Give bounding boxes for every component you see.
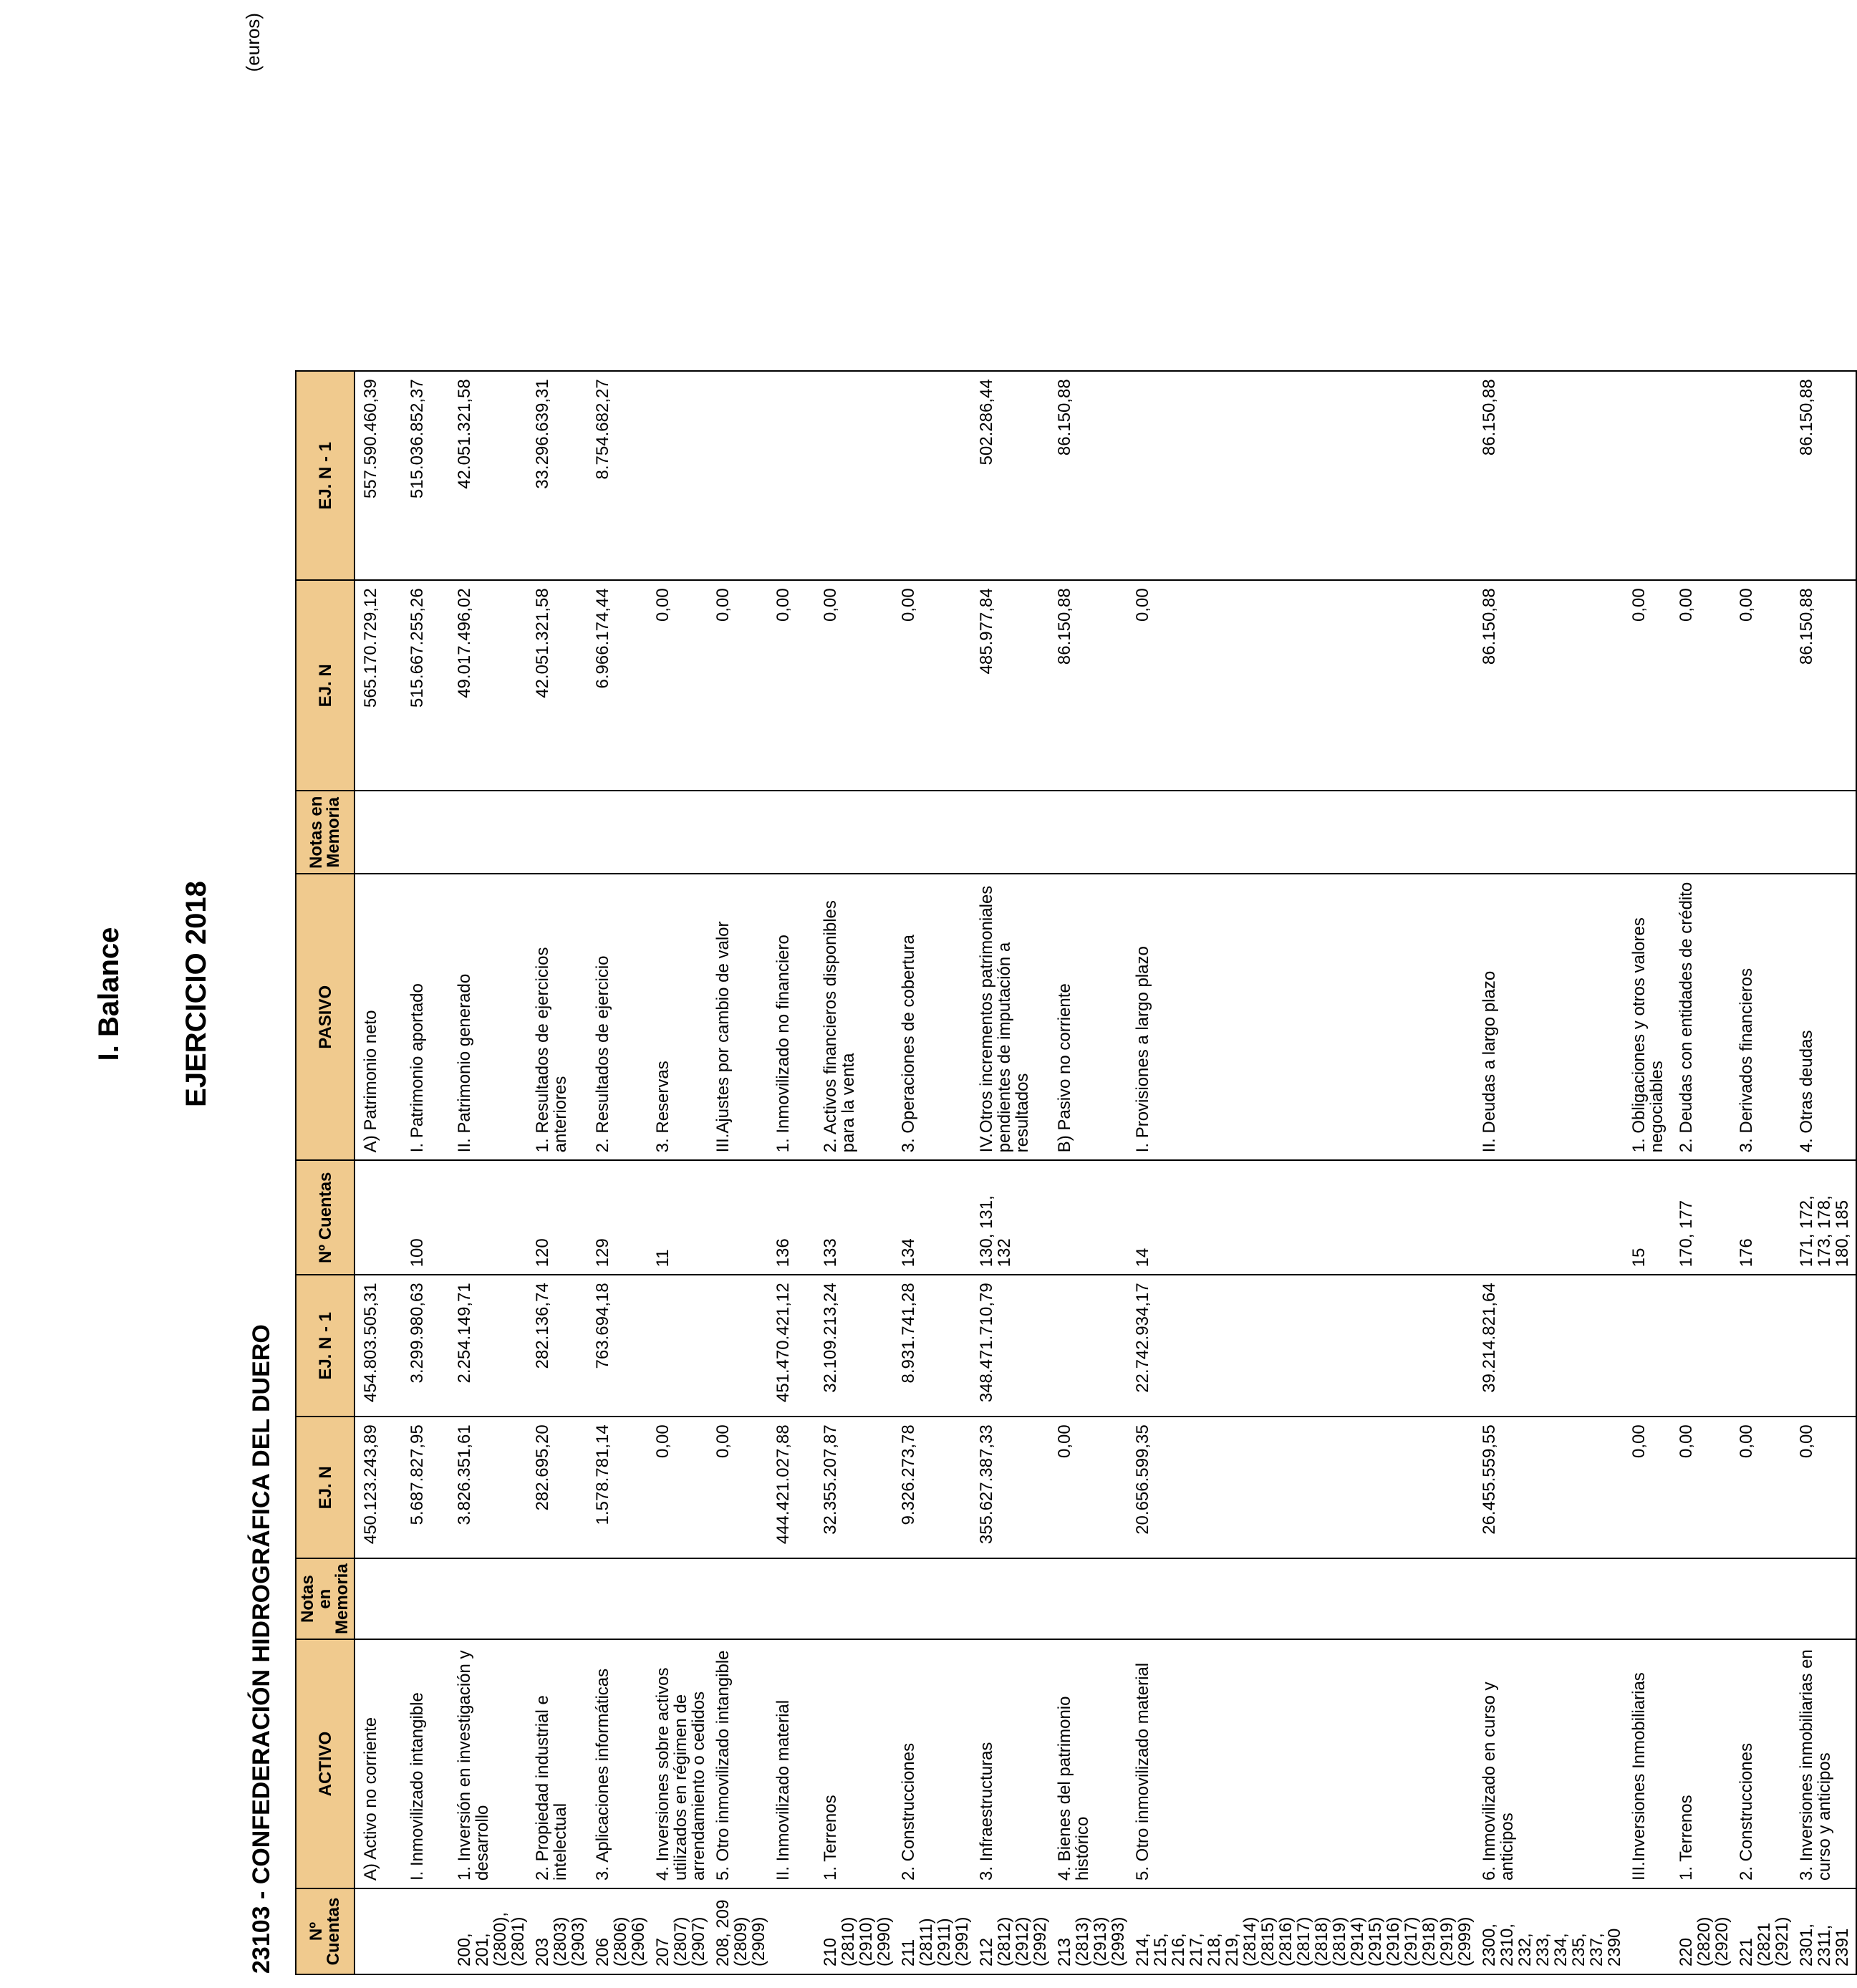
table-row (647, 371, 708, 1974)
header-row (296, 371, 354, 1974)
col-header-cuentas-pasivo: Nº Cuentas (296, 1160, 354, 1275)
activo-label-cell: 3. Inversiones inmobiliarias en curso y anticipos (1791, 1639, 1856, 1888)
activo-ej-n1-cell (1624, 1275, 1671, 1417)
pasivo-ej-n1-cell: 8.754.682,27 (587, 371, 647, 580)
activo-ej-n1-cell: 348.471.710,79 (971, 1275, 1049, 1417)
pasivo-accounts-cell: 11 (647, 1160, 708, 1275)
pasivo-accounts-cell: 120 (527, 1160, 587, 1275)
activo-notes-cell (768, 1558, 815, 1639)
activo-label-cell: 5. Otro inmovilizado material (1127, 1639, 1474, 1888)
pasivo-notes-cell (449, 791, 527, 874)
activo-label-cell: 1. Terrenos (815, 1639, 893, 1888)
pasivo-notes-cell (1731, 791, 1791, 874)
pasivo-ej-n-cell: 0,00 (1731, 580, 1791, 791)
page-title: I. Balance (93, 927, 125, 1061)
col-header-notas-activo: Notas en Memoria (296, 1558, 354, 1639)
pasivo-ej-n-cell: 0,00 (1624, 580, 1671, 791)
col-header-ej-n-pasivo: EJ. N (296, 580, 354, 791)
pasivo-ej-n1-cell (647, 371, 708, 580)
activo-notes-cell (449, 1558, 527, 1639)
pasivo-label-cell: 3. Operaciones de cobertura (893, 874, 971, 1160)
activo-accounts-cell: 210 (2810) (2910) (2990) (815, 1888, 893, 1974)
pasivo-ej-n1-cell: 86.150,88 (1049, 371, 1127, 580)
pasivo-ej-n-cell: 485.977,84 (971, 580, 1049, 791)
pasivo-label-cell: 3. Reservas (647, 874, 708, 1160)
pasivo-accounts-cell: 14 (1127, 1160, 1474, 1275)
table-row (893, 371, 971, 1974)
activo-ej-n1-cell: 282.136,74 (527, 1275, 587, 1417)
pasivo-notes-cell (1671, 791, 1731, 874)
activo-notes-cell (708, 1558, 768, 1639)
pasivo-notes-cell (647, 791, 708, 874)
activo-ej-n-cell: 3.826.351,61 (449, 1417, 527, 1558)
activo-ej-n1-cell: 451.470.421,12 (768, 1275, 815, 1417)
pasivo-ej-n-cell: 0,00 (647, 580, 708, 791)
activo-ej-n-cell: 9.326.273,78 (893, 1417, 971, 1558)
pasivo-label-cell: 1. Resultados de ejercicios anteriores (527, 874, 587, 1160)
activo-notes-cell (1671, 1558, 1731, 1639)
activo-accounts-cell: 207 (2807) (2907) (647, 1888, 708, 1974)
pasivo-ej-n-cell: 0,00 (893, 580, 971, 791)
col-header-cuentas-activo: Nº Cuentas (296, 1888, 354, 1974)
pasivo-notes-cell (1049, 791, 1127, 874)
pasivo-ej-n1-cell (1127, 371, 1474, 580)
pasivo-ej-n-cell: 0,00 (768, 580, 815, 791)
balance-table-body (354, 371, 1856, 1974)
pasivo-ej-n-cell: 0,00 (1671, 580, 1731, 791)
activo-notes-cell (402, 1558, 449, 1639)
activo-label-cell: 4. Inversiones sobre activos utilizados en régimen de arrendamiento o cedidos (647, 1639, 708, 1888)
pasivo-accounts-cell: 133 (815, 1160, 893, 1275)
pasivo-ej-n1-cell (815, 371, 893, 580)
pasivo-label-cell: A) Patrimonio neto (354, 874, 402, 1160)
pasivo-ej-n-cell: 565.170.729,12 (354, 580, 402, 791)
table-row (971, 371, 1049, 1974)
table-row (1127, 371, 1474, 1974)
pasivo-notes-cell (768, 791, 815, 874)
activo-ej-n-cell: 0,00 (1049, 1417, 1127, 1558)
pasivo-ej-n1-cell: 515.036.852,37 (402, 371, 449, 580)
activo-ej-n1-cell (1671, 1275, 1731, 1417)
activo-notes-cell (1731, 1558, 1791, 1639)
activo-label-cell: A) Activo no corriente (354, 1639, 402, 1888)
col-header-ej-n-activo: EJ. N (296, 1417, 354, 1558)
activo-notes-cell (1791, 1558, 1856, 1639)
table-row (815, 371, 893, 1974)
activo-notes-cell (354, 1558, 402, 1639)
activo-ej-n-cell: 20.656.599,35 (1127, 1417, 1474, 1558)
pasivo-label-cell: 1. Inmovilizado no financiero (768, 874, 815, 1160)
pasivo-ej-n-cell: 0,00 (1127, 580, 1474, 791)
pasivo-accounts-cell: 130, 131, 132 (971, 1160, 1049, 1275)
pasivo-notes-cell (587, 791, 647, 874)
table-row (1731, 371, 1791, 1974)
pasivo-ej-n1-cell: 42.051.321,58 (449, 371, 527, 580)
pasivo-accounts-cell: 134 (893, 1160, 971, 1275)
organization-name: 23103 - CONFEDERACIÓN HIDROGRÁFICA DEL DUERO (248, 1324, 275, 1974)
pasivo-ej-n-cell: 86.150,88 (1791, 580, 1856, 791)
pasivo-ej-n1-cell (1731, 371, 1791, 580)
pasivo-label-cell: II. Deudas a largo plazo (1474, 874, 1624, 1160)
pasivo-ej-n1-cell: 557.590.460,39 (354, 371, 402, 580)
activo-accounts-cell (768, 1888, 815, 1974)
pasivo-ej-n1-cell (768, 371, 815, 580)
activo-notes-cell (587, 1558, 647, 1639)
activo-notes-cell (1049, 1558, 1127, 1639)
pasivo-ej-n1-cell: 502.286,44 (971, 371, 1049, 580)
activo-label-cell: 4. Bienes del patrimonio histórico (1049, 1639, 1127, 1888)
activo-notes-cell (647, 1558, 708, 1639)
activo-accounts-cell: 213 (2813) (2913) (2993) (1049, 1888, 1127, 1974)
activo-ej-n-cell: 355.627.387,33 (971, 1417, 1049, 1558)
activo-ej-n1-cell (708, 1275, 768, 1417)
activo-ej-n1-cell: 3.299.980,63 (402, 1275, 449, 1417)
pasivo-notes-cell (402, 791, 449, 874)
pasivo-accounts-cell: 176 (1731, 1160, 1791, 1275)
activo-notes-cell (527, 1558, 587, 1639)
activo-ej-n-cell: 0,00 (647, 1417, 708, 1558)
activo-ej-n-cell: 5.687.827,95 (402, 1417, 449, 1558)
activo-accounts-cell: 220 (2820) (2920) (1671, 1888, 1731, 1974)
pasivo-ej-n-cell: 0,00 (815, 580, 893, 791)
pasivo-notes-cell (1624, 791, 1671, 874)
activo-notes-cell (893, 1558, 971, 1639)
page-subtitle: EJERCICIO 2018 (180, 881, 212, 1107)
activo-accounts-cell: 2300, 2310, 232, 233, 234, 235, 237, 2390 (1474, 1888, 1624, 1974)
table-row (708, 371, 768, 1974)
pasivo-ej-n-cell: 0,00 (708, 580, 768, 791)
activo-label-cell: 3. Aplicaciones informáticas (587, 1639, 647, 1888)
pasivo-notes-cell (815, 791, 893, 874)
activo-ej-n1-cell: 8.931.741,28 (893, 1275, 971, 1417)
pasivo-accounts-cell: 171, 172, 173, 178, 180, 185 (1791, 1160, 1856, 1275)
pasivo-ej-n1-cell: 86.150,88 (1474, 371, 1624, 580)
pasivo-accounts-cell: 170, 177 (1671, 1160, 1731, 1275)
activo-ej-n-cell: 0,00 (1671, 1417, 1731, 1558)
col-header-activo: ACTIVO (296, 1639, 354, 1888)
table-row (402, 371, 449, 1974)
pasivo-notes-cell (1791, 791, 1856, 874)
balance-table (295, 370, 1857, 1975)
activo-label-cell: 5. Otro inmovilizado intangible (708, 1639, 768, 1888)
pasivo-ej-n-cell: 86.150,88 (1474, 580, 1624, 791)
pasivo-notes-cell (1474, 791, 1624, 874)
pasivo-label-cell: 2. Resultados de ejercicio (587, 874, 647, 1160)
table-row (354, 371, 402, 1974)
activo-notes-cell (1624, 1558, 1671, 1639)
table-row (449, 371, 527, 1974)
pasivo-label-cell: 4. Otras deudas (1791, 874, 1856, 1160)
pasivo-notes-cell (971, 791, 1049, 874)
activo-notes-cell (1127, 1558, 1474, 1639)
pasivo-label-cell: B) Pasivo no corriente (1049, 874, 1127, 1160)
activo-accounts-cell (1624, 1888, 1671, 1974)
activo-ej-n1-cell: 32.109.213,24 (815, 1275, 893, 1417)
pasivo-ej-n1-cell: 33.296.639,31 (527, 371, 587, 580)
activo-accounts-cell: 221 (2821 (2921) (1731, 1888, 1791, 1974)
activo-ej-n1-cell: 2.254.149,71 (449, 1275, 527, 1417)
activo-ej-n-cell: 450.123.243,89 (354, 1417, 402, 1558)
activo-label-cell: 6. Inmovilizado en curso y anticipos (1474, 1639, 1624, 1888)
pasivo-ej-n-cell: 42.051.321,58 (527, 580, 587, 791)
table-row (1671, 371, 1731, 1974)
table-row (1624, 371, 1671, 1974)
pasivo-ej-n-cell: 49.017.496,02 (449, 580, 527, 791)
table-row (768, 371, 815, 1974)
units-label: (euros) (242, 13, 264, 72)
pasivo-accounts-cell: 100 (402, 1160, 449, 1275)
pasivo-label-cell: IV.Otros incrementos patrimoniales pendientes de imputación a resultados (971, 874, 1049, 1160)
activo-accounts-cell (354, 1888, 402, 1974)
activo-label-cell: 3. Infraestructuras (971, 1639, 1049, 1888)
col-header-pasivo: PASIVO (296, 874, 354, 1160)
activo-accounts-cell: 206 (2806) (2906) (587, 1888, 647, 1974)
activo-label-cell: III.Inversiones Inmobiliarias (1624, 1639, 1671, 1888)
col-header-ej-n1-activo: EJ. N - 1 (296, 1275, 354, 1417)
activo-accounts-cell: 214, 215, 216, 217, 218, 219, (2814) (2815) (2816) (2817) (2818) (2819) (2914) (2915) (2916) (2917) (2918) (2919) (2999) (1127, 1888, 1474, 1974)
pasivo-ej-n1-cell (1671, 371, 1731, 580)
activo-notes-cell (971, 1558, 1049, 1639)
col-header-ej-n1-pasivo: EJ. N - 1 (296, 371, 354, 580)
activo-accounts-cell: 203 (2803) (2903) (527, 1888, 587, 1974)
activo-accounts-cell: 2301, 2311, 2391 (1791, 1888, 1856, 1974)
pasivo-label-cell: II. Patrimonio generado (449, 874, 527, 1160)
activo-label-cell: 2. Propiedad industrial e intelectual (527, 1639, 587, 1888)
activo-accounts-cell (402, 1888, 449, 1974)
pasivo-accounts-cell (1049, 1160, 1127, 1275)
activo-label-cell: II. Inmovilizado material (768, 1639, 815, 1888)
activo-label-cell: I. Inmovilizado intangible (402, 1639, 449, 1888)
activo-label-cell: 1. Terrenos (1671, 1639, 1731, 1888)
activo-ej-n1-cell (1791, 1275, 1856, 1417)
activo-ej-n1-cell (1049, 1275, 1127, 1417)
pasivo-notes-cell (1127, 791, 1474, 874)
activo-ej-n-cell: 26.455.559,55 (1474, 1417, 1624, 1558)
pasivo-label-cell: 2. Deudas con entidades de crédito (1671, 874, 1731, 1160)
activo-label-cell: 1. Inversión en investigación y desarrollo (449, 1639, 527, 1888)
pasivo-notes-cell (527, 791, 587, 874)
activo-accounts-cell: 211 (2811) (2911) (2991) (893, 1888, 971, 1974)
pasivo-ej-n1-cell (1624, 371, 1671, 580)
activo-notes-cell (815, 1558, 893, 1639)
pasivo-ej-n1-cell: 86.150,88 (1791, 371, 1856, 580)
activo-ej-n-cell: 444.421.027,88 (768, 1417, 815, 1558)
col-header-notas-pasivo: Notas en Memoria (296, 791, 354, 874)
activo-ej-n-cell: 0,00 (1624, 1417, 1671, 1558)
pasivo-accounts-cell: 15 (1624, 1160, 1671, 1275)
activo-ej-n1-cell (1731, 1275, 1791, 1417)
activo-ej-n1-cell (647, 1275, 708, 1417)
pasivo-ej-n-cell: 515.667.255,26 (402, 580, 449, 791)
pasivo-ej-n-cell: 86.150,88 (1049, 580, 1127, 791)
activo-label-cell: 2. Construcciones (1731, 1639, 1791, 1888)
pasivo-accounts-cell: 136 (768, 1160, 815, 1275)
activo-ej-n1-cell: 22.742.934,17 (1127, 1275, 1474, 1417)
activo-ej-n-cell: 32.355.207,87 (815, 1417, 893, 1558)
pasivo-ej-n1-cell (708, 371, 768, 580)
pasivo-label-cell: I. Patrimonio aportado (402, 874, 449, 1160)
activo-label-cell: 2. Construcciones (893, 1639, 971, 1888)
activo-ej-n-cell: 0,00 (1791, 1417, 1856, 1558)
activo-ej-n-cell: 282.695,20 (527, 1417, 587, 1558)
pasivo-accounts-cell (708, 1160, 768, 1275)
pasivo-accounts-cell: 129 (587, 1160, 647, 1275)
pasivo-notes-cell (354, 791, 402, 874)
activo-accounts-cell: 212 (2812) (2912) (2992) (971, 1888, 1049, 1974)
pasivo-ej-n1-cell (893, 371, 971, 580)
activo-ej-n1-cell: 763.694,18 (587, 1275, 647, 1417)
table-row (1049, 371, 1127, 1974)
activo-ej-n1-cell: 39.214.821,64 (1474, 1275, 1624, 1417)
table-row (527, 371, 587, 1974)
pasivo-label-cell: I. Provisiones a largo plazo (1127, 874, 1474, 1160)
activo-notes-cell (1474, 1558, 1624, 1639)
activo-accounts-cell: 208, 209 (2809) (2909) (708, 1888, 768, 1974)
pasivo-label-cell: 1. Obligaciones y otros valores negociables (1624, 874, 1671, 1160)
pasivo-notes-cell (893, 791, 971, 874)
activo-ej-n1-cell: 454.803.505,31 (354, 1275, 402, 1417)
activo-ej-n-cell: 0,00 (708, 1417, 768, 1558)
pasivo-label-cell: 2. Activos financieros disponibles para la venta (815, 874, 893, 1160)
activo-ej-n-cell: 1.578.781,14 (587, 1417, 647, 1558)
pasivo-accounts-cell (354, 1160, 402, 1275)
pasivo-notes-cell (708, 791, 768, 874)
table-row (587, 371, 647, 1974)
pasivo-label-cell: III.Ajustes por cambio de valor (708, 874, 768, 1160)
table-row (1791, 371, 1856, 1974)
activo-ej-n-cell: 0,00 (1731, 1417, 1791, 1558)
pasivo-label-cell: 3. Derivados financieros (1731, 874, 1791, 1160)
activo-accounts-cell: 200, 201, (2800), (2801) (449, 1888, 527, 1974)
pasivo-accounts-cell (1474, 1160, 1624, 1275)
pasivo-accounts-cell (449, 1160, 527, 1275)
table-row (1474, 371, 1624, 1974)
pasivo-ej-n-cell: 6.966.174,44 (587, 580, 647, 791)
